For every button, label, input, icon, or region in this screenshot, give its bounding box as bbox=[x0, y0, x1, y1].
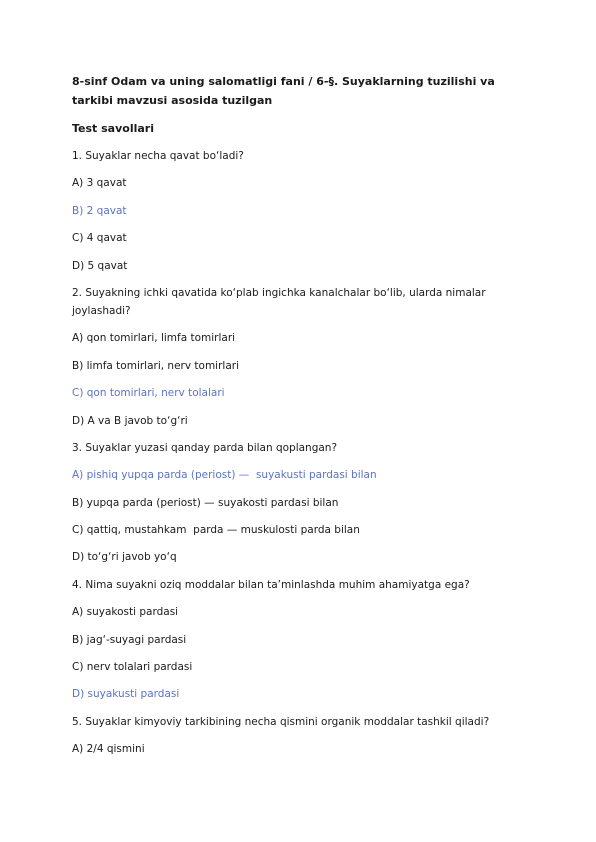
answer-option: D) A va B javob to‘g‘ri bbox=[72, 414, 188, 427]
question-text: 1. Suyaklar necha qavat bo‘ladi? bbox=[72, 150, 244, 162]
question-text: 3. Suyaklar yuzasi qanday parda bilan qoplangan? bbox=[72, 441, 338, 454]
question-text: 2. Suyakning ichki qavatida ko‘plab ingichka kanalchalar bo‘lib, ularda nimalar joylashadi? bbox=[72, 286, 489, 317]
answer-option-correct: A) pishiq yupqa parda (periost) — suyakusti pardasi bilan bbox=[72, 469, 377, 482]
answer-option-correct: B) 2 qavat bbox=[72, 204, 127, 217]
answer-option: B) jag‘-suyagi pardasi bbox=[72, 633, 187, 646]
answer-option: A) suyakosti pardasi bbox=[72, 606, 179, 619]
answer-option: D) 5 qavat bbox=[72, 259, 128, 272]
question-text: 5. Suyaklar kimyoviy tarkibining necha qismini organik moddalar tashkil qiladi? bbox=[72, 715, 490, 728]
answer-option: B) limfa tomirlari, nerv tomirlari bbox=[72, 359, 240, 372]
answer-option-correct: C) qon tomirlari, nerv tolalari bbox=[72, 387, 225, 400]
answer-option: A) 3 qavat bbox=[72, 177, 127, 190]
answer-option: B) yupqa parda (periost) — suyakosti pardasi bilan bbox=[72, 496, 339, 509]
document-page bbox=[72, 72, 532, 768]
document-title: 8-sinf Odam va uning salomatligi fani / 6-§. Suyaklarning tuzilishi va tarkibi mavzusi asosida tuzilgan bbox=[72, 75, 495, 107]
answer-option: C) qattiq, mustahkam parda — muskulosti parda bilan bbox=[72, 524, 360, 537]
question-text: 4. Nima suyakni oziq moddalar bilan ta’minlashda muhim ahamiyatga ega? bbox=[72, 578, 470, 591]
answer-option: A) 2/4 qismini bbox=[72, 743, 145, 756]
question-list bbox=[72, 147, 532, 758]
answer-option: C) 4 qavat bbox=[72, 232, 127, 245]
answer-option-correct: D) suyakusti pardasi bbox=[72, 688, 180, 701]
section-heading: Test savollari bbox=[72, 122, 154, 135]
answer-option: D) to‘g‘ri javob yo‘q bbox=[72, 551, 177, 564]
answer-option: C) nerv tolalari pardasi bbox=[72, 661, 193, 674]
answer-option: A) qon tomirlari, limfa tomirlari bbox=[72, 332, 236, 345]
